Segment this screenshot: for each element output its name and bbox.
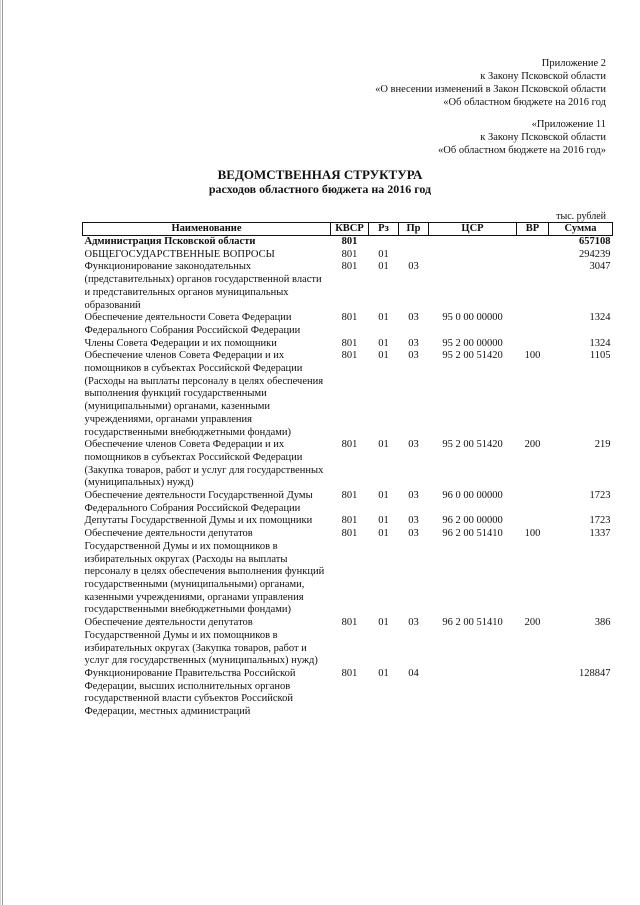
annex-original-line: «Об областном бюджете на 2016 год» xyxy=(438,145,606,156)
cell-rz: 01 xyxy=(378,490,389,502)
cell-name: Обеспечение деятельности Совета Федерации Федерального Собрания Российской Федерации xyxy=(84,312,301,336)
table-row xyxy=(83,439,613,490)
header-vr: ВР xyxy=(517,223,549,236)
cell-csr: 95 2 00 00000 xyxy=(442,337,503,349)
cell-name: ОБЩЕГОСУДАРСТВЕННЫЕ ВОПРОСЫ xyxy=(84,248,275,260)
cell-vr: 200 xyxy=(524,439,541,451)
annex-original-line: к Закону Псковской области xyxy=(480,132,606,143)
document-title xyxy=(0,167,640,197)
cell-sum: 3047 xyxy=(589,261,611,273)
table-row xyxy=(83,528,613,617)
cell-csr xyxy=(429,236,517,249)
cell-csr: 95 0 00 00000 xyxy=(442,312,503,324)
cell-name: Обеспечение деятельности Государственной Думы Федерального Собрания Российской Федерации xyxy=(84,490,313,514)
budget-table xyxy=(82,222,613,719)
cell-sum: 128847 xyxy=(579,667,611,679)
cell-sum: 1723 xyxy=(589,515,611,527)
cell-csr: 96 0 00 00000 xyxy=(442,490,503,502)
header-pr: Пр xyxy=(399,223,429,236)
cell-vr xyxy=(517,338,549,351)
cell-rz: 01 xyxy=(378,261,389,273)
table-row xyxy=(83,668,613,719)
cell-vr xyxy=(517,261,549,312)
cell-pr: 03 xyxy=(408,312,419,324)
scan-edge xyxy=(2,0,3,905)
annex-original-line: «Приложение 11 xyxy=(531,119,606,130)
cell-rz xyxy=(369,236,399,249)
cell-sum: 1337 xyxy=(589,528,611,540)
cell-vr xyxy=(517,515,549,528)
table-row xyxy=(83,515,613,528)
cell-name: Функционирование законодательных (представительных) органов государственной власти и представительных органов муниципальных образований xyxy=(84,261,322,311)
cell-rz: 01 xyxy=(378,617,389,629)
cell-name: Депутаты Государственной Думы и их помощники xyxy=(84,515,313,527)
cell-kvsr: 801 xyxy=(341,439,358,451)
cell-pr: 04 xyxy=(408,667,419,679)
cell-sum: 294239 xyxy=(579,248,611,260)
header-rz: Рз xyxy=(369,223,399,236)
table-row xyxy=(83,236,613,249)
cell-pr xyxy=(399,236,429,249)
annex-line: Приложение 2 xyxy=(541,58,606,69)
cell-sum: 219 xyxy=(594,439,611,451)
cell-kvsr: 801 xyxy=(341,515,358,527)
cell-kvsr: 801 xyxy=(341,236,358,247)
cell-pr: 03 xyxy=(408,515,419,527)
table-row xyxy=(83,617,613,668)
cell-pr: 03 xyxy=(408,490,419,502)
cell-rz: 01 xyxy=(378,528,389,540)
cell-vr xyxy=(517,312,549,337)
cell-pr xyxy=(399,249,429,262)
cell-vr: 100 xyxy=(524,350,541,362)
cell-kvsr: 801 xyxy=(341,261,358,273)
cell-name: Обеспечение членов Совета Федерации и их помощников в субъектах Российской Федерации (Закупка товаров, работ и услуг для государственных (муниципальных) нужд) xyxy=(84,439,324,489)
cell-rz: 01 xyxy=(378,439,389,451)
cell-pr: 03 xyxy=(408,261,419,273)
cell-kvsr: 801 xyxy=(341,312,358,324)
cell-vr xyxy=(517,490,549,515)
cell-csr: 95 2 00 51420 xyxy=(442,439,503,451)
table-row xyxy=(83,338,613,351)
cell-csr: 96 2 00 00000 xyxy=(442,515,503,527)
cell-kvsr: 801 xyxy=(341,528,358,540)
table-row xyxy=(83,490,613,515)
cell-name: Обеспечение деятельности депутатов Государственной Думы и их помощников в избирательных округах (Расходы на выплаты персоналу в целях обеспечения выполнения функций государственными (муниципальными) органами, казенными учреждениями, органами управления государственными внебюджетными фондами) xyxy=(84,528,325,616)
table-row xyxy=(83,249,613,262)
title-line-1: ВЕДОМСТВЕННАЯ СТРУКТУРА xyxy=(217,167,423,182)
cell-vr: 100 xyxy=(524,528,541,540)
annex-original-header xyxy=(438,118,606,157)
cell-rz: 01 xyxy=(378,515,389,527)
title-line-2: расходов областного бюджета на 2016 год xyxy=(208,182,432,196)
cell-kvsr: 801 xyxy=(341,337,358,349)
cell-sum: 386 xyxy=(594,617,611,629)
cell-pr: 03 xyxy=(408,350,419,362)
cell-csr: 96 2 00 51410 xyxy=(442,617,503,629)
cell-csr xyxy=(429,668,517,719)
units-label: тыс. рублей xyxy=(556,211,606,222)
cell-kvsr: 801 xyxy=(341,667,358,679)
cell-pr: 03 xyxy=(408,617,419,629)
cell-csr xyxy=(429,249,517,262)
cell-sum: 657108 xyxy=(579,236,611,247)
header-name: Наименование xyxy=(83,223,331,236)
cell-sum: 1105 xyxy=(589,350,611,362)
cell-rz: 01 xyxy=(378,337,389,349)
cell-pr: 03 xyxy=(408,337,419,349)
cell-vr: 200 xyxy=(524,617,541,629)
cell-name: Обеспечение членов Совета Федерации и их помощников в субъектах Российской Федерации (Расходы на выплаты персоналу в целях обеспечения выполнения функций государственными (муниципальными) органами, казенными учреждениями, органами управления государственными внебюджетными фондами) xyxy=(84,350,324,438)
table-row xyxy=(83,261,613,312)
cell-name: Функционирование Правительства Российской Федерации, высших исполнительных органов государственной власти субъектов Российской Федерации, местных администраций xyxy=(84,667,296,718)
cell-csr xyxy=(429,261,517,312)
cell-vr xyxy=(517,236,549,249)
cell-csr: 95 2 00 51420 xyxy=(442,350,503,362)
cell-kvsr: 801 xyxy=(341,248,358,260)
cell-name: Члены Совета Федерации и их помощники xyxy=(84,337,277,349)
scan-edge-light xyxy=(0,0,1,905)
annex-line: «О внесении изменений в Закон Псковской области xyxy=(375,84,606,95)
cell-kvsr: 801 xyxy=(341,350,358,362)
cell-vr xyxy=(517,668,549,719)
cell-rz: 01 xyxy=(378,248,389,260)
cell-rz: 01 xyxy=(378,350,389,362)
cell-rz: 01 xyxy=(378,667,389,679)
annex-header xyxy=(375,57,606,109)
cell-sum: 1324 xyxy=(589,337,611,349)
cell-pr: 03 xyxy=(408,439,419,451)
cell-name: Обеспечение деятельности депутатов Государственной Думы и их помощников в избирательных округах (Закупка товаров, работ и услуг для государственных (муниципальных) нужд) xyxy=(84,617,318,667)
cell-vr xyxy=(517,249,549,262)
annex-line: к Закону Псковской области xyxy=(480,71,606,82)
table-row xyxy=(83,312,613,337)
table-row xyxy=(83,350,613,439)
table-header-row xyxy=(83,223,613,236)
cell-kvsr: 801 xyxy=(341,617,358,629)
cell-name: Администрация Псковской области xyxy=(84,236,256,247)
cell-csr: 96 2 00 51410 xyxy=(442,528,503,540)
cell-pr: 03 xyxy=(408,528,419,540)
annex-line: «Об областном бюджете на 2016 год xyxy=(443,97,606,108)
cell-kvsr: 801 xyxy=(341,490,358,502)
header-sum: Сумма xyxy=(549,223,613,236)
cell-sum: 1723 xyxy=(589,490,611,502)
header-kvsr: КВСР xyxy=(331,223,369,236)
cell-rz: 01 xyxy=(378,312,389,324)
header-csr: ЦСР xyxy=(429,223,517,236)
cell-sum: 1324 xyxy=(589,312,611,324)
